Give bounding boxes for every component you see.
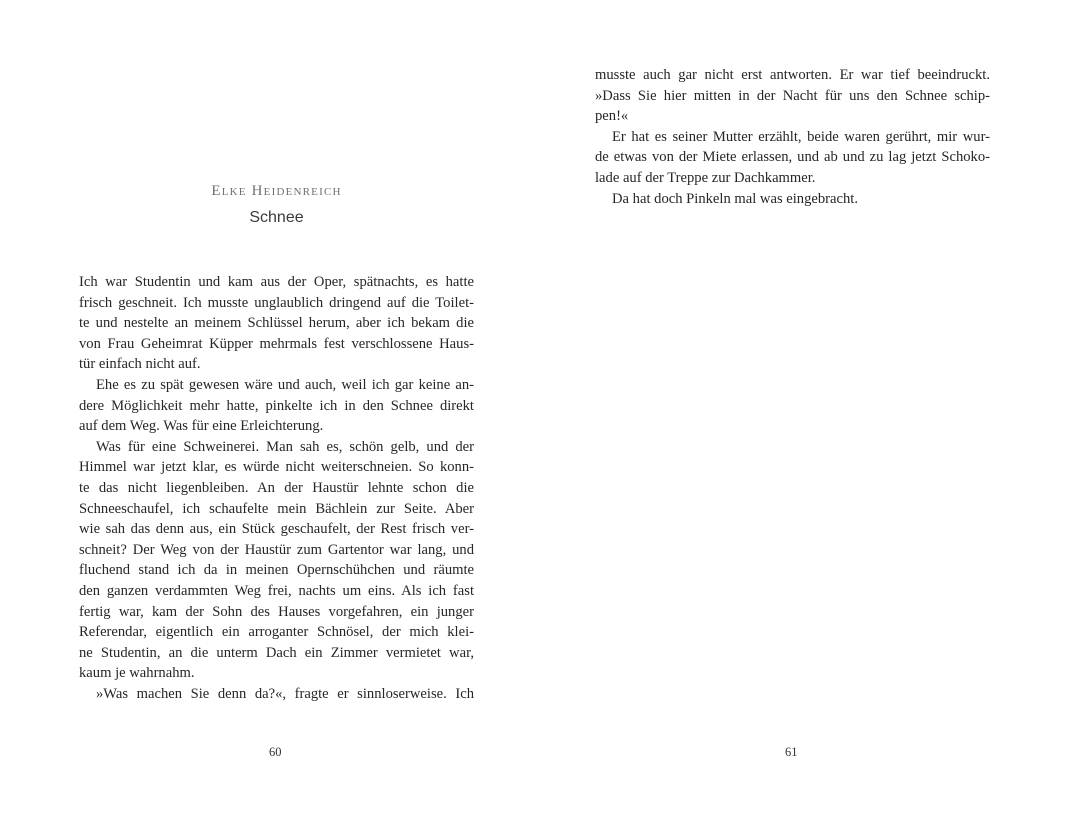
text-line: lade auf der Treppe zur Dachkammer. [595, 169, 816, 186]
text-line: »Dass Sie hier mitten in der Nacht für uns den Schnee schip- [595, 87, 990, 104]
text-line: Er hat es seiner Mutter erzählt, beide waren gerührt, mir wur- [612, 128, 990, 145]
text-line: den ganzen verdammten Weg frei, nachts um eins. Als ich fast [79, 582, 474, 599]
right-page [533, 0, 1066, 816]
text-line: Ich war Studentin und kam aus der Oper, spätnachts, es hatte [79, 274, 474, 290]
text-line: Ehe es zu spät gewesen wäre und auch, weil ich gar keine an- [96, 376, 474, 393]
text-line: musste auch gar nicht erst antworten. Er war tief beeindruckt. [595, 67, 990, 83]
text-line: dere Möglichkeit mehr hatte, pinkelte ich in den Schnee direkt [79, 397, 474, 414]
text-line: te und nestelte an meinem Schlüssel herum, aber ich bekam die [79, 315, 474, 332]
text-line: wie sah das denn aus, ein Stück geschaufelt, der Rest frisch ver- [79, 521, 474, 538]
text-line: Schneeschaufel, ich schaufelte mein Bächlein zur Seite. Aber [79, 500, 474, 517]
text-line: frisch geschneit. Ich musste unglaublich dringend auf die Toilet- [79, 294, 474, 311]
text-line: te das nicht liegenbleiben. An der Haustür lehnte schon die [79, 479, 474, 496]
text-line: fluchend stand ich da in meinen Opernschühchen und räumte [79, 562, 474, 579]
page-number-right: 61 [785, 745, 798, 759]
right-page-text-block [595, 65, 990, 209]
text-line: auf dem Weg. Was für eine Erleichterung. [79, 418, 324, 435]
page-number-left: 60 [269, 745, 282, 759]
text-line: Himmel war jetzt klar, es würde nicht weiterschneien. So konn- [79, 459, 474, 476]
text-line: fertig war, kam der Sohn des Hauses vorgefahren, ein junger [79, 603, 474, 620]
text-line: »Was machen Sie denn da?«, fragte er sinnloserweise. Ich [96, 685, 474, 702]
text-line: pen!« [595, 108, 629, 125]
text-line: Da hat doch Pinkeln mal was eingebracht. [612, 190, 858, 207]
text-line: tür einfach nicht auf. [79, 356, 201, 373]
text-line: Referendar, eigentlich ein arroganter Schnösel, der mich klei- [79, 624, 474, 641]
text-line: von Frau Geheimrat Küpper mehrmals fest verschlossene Haus- [79, 335, 474, 352]
story-title: Schnee [249, 209, 304, 226]
text-line: schneit? Der Weg von der Haustür zum Gartentor war lang, und [79, 541, 474, 558]
left-page-text-block [79, 272, 474, 704]
story-author: Elke Heidenreich [211, 183, 342, 199]
text-line: kaum je wahrnahm. [79, 665, 195, 682]
text-line: Was für eine Schweinerei. Man sah es, schön gelb, und der [96, 438, 474, 455]
text-line: de etwas von der Miete erlassen, und ab und zu lag jetzt Schoko- [595, 149, 990, 166]
text-line: ne Studentin, an die unterm Dach ein Zimmer vermietet war, [79, 644, 474, 661]
